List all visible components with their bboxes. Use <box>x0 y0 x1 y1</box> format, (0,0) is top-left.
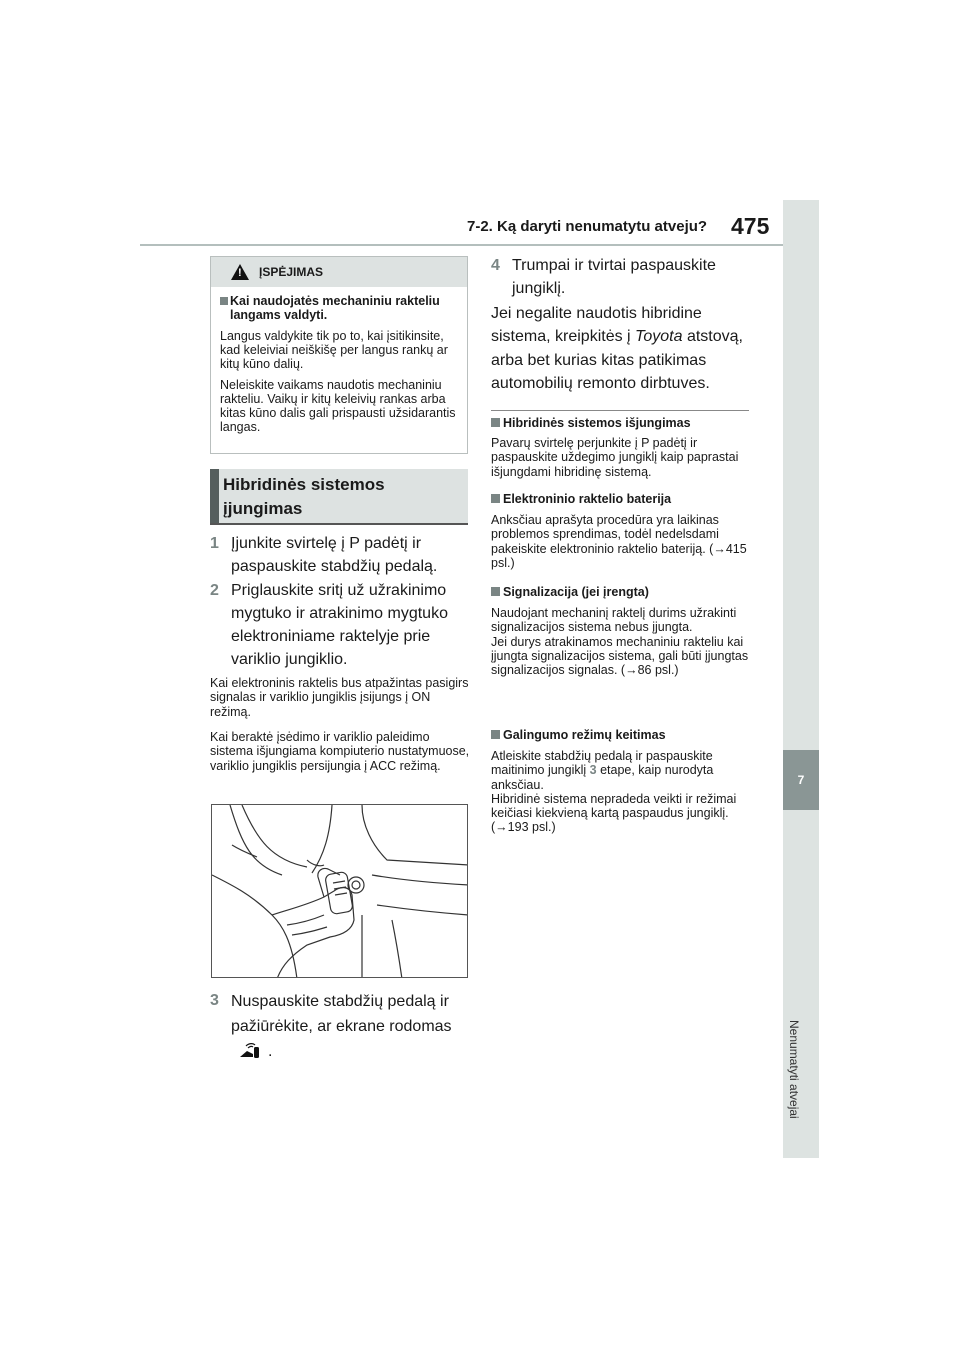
note-text: Kai elektroninis raktelis bus atpažintas pasigirs signalas ir variklio jungiklis įsijungs į ON režimą. <box>210 676 469 719</box>
assistance-text-before: Jei negalite naudotis hibridine sistema, kreipkitės į <box>491 305 702 346</box>
warning-paragraph: Neleiskite vaikams naudotis mechaniniu rakteliu. Vaikų ir kitų keleivių rankas arba kitas kūno dalis gali prispausti užsidarantis langas. <box>220 377 456 435</box>
section-accent-bar <box>210 469 219 523</box>
info-heading: Signalizacija (jei įrengta) <box>491 585 649 599</box>
chapter-label: Nenumatyti atvejai <box>787 1020 801 1119</box>
info-text: Naudojant mechaninį raktelį durims užrakinti signalizacijos sistema nebus įjungta. Jei durys atrakinamos mechaniniu rakteliu kai įjungta signalizacijos sistema, gali būti įjungtas signalizacijos signalas. (→86 psl.) <box>491 606 749 678</box>
info-text-before: Atleiskite stabdžių pedalą ir paspauskite maitinimo jungiklį <box>491 749 713 778</box>
key-indicator-icon <box>239 1043 263 1061</box>
section-heading-box <box>210 469 468 525</box>
info-heading: Hibridinės sistemos išjungimas <box>491 416 691 430</box>
warning-title: ĮSPĖJIMAS <box>259 265 324 279</box>
step-text: Priglauskite sritį už užrakinimo mygtuko ir atrakinimo mygtuko elektroniniame raktelyje prie variklio jungiklio. <box>231 582 448 668</box>
warning-triangle-icon <box>231 264 249 280</box>
step-item <box>210 989 470 1039</box>
step-number: 2 <box>210 582 219 599</box>
header-title: 7-2. Ką daryti nenumatytu atveju? <box>467 218 708 235</box>
assistance-text-after: atstovą, arba bet kurias kitas patikimas automobilių remonto dirbtuves. <box>491 328 743 392</box>
brand-name: Toyota <box>635 328 683 346</box>
step-text: Nuspauskite stabdžių pedalą ir pažiūrėkite, ar ekrane rodomas <box>231 993 452 1035</box>
info-text: Pavarų svirtelę perjunkite į P padėtį ir paspauskite uždegimo jungiklį kaip paprastai išjungdami hibridinę sistemą. <box>491 436 739 479</box>
assistance-paragraph <box>491 302 761 395</box>
warning-box <box>210 256 468 454</box>
step-reference: 3 <box>589 763 597 778</box>
info-heading: Galingumo režimų keitimas <box>491 728 666 742</box>
section-title: Hibridinės sistemos įjungimas <box>223 475 385 518</box>
info-text <box>491 749 761 835</box>
step-item <box>210 579 470 671</box>
info-text: Anksčiau aprašyta procedūra yra laikinas problemos sprendimas, todėl nedelsdami pakeiskite elektroninio raktelio bateriją. (→415 psl.) <box>491 513 747 570</box>
warning-header <box>211 257 467 287</box>
step-text: Įjunkite svirtelę į P padėtį ir paspauskite stabdžių pedalą. <box>231 535 438 575</box>
key-fob-to-switch-illustration <box>211 804 468 978</box>
note-text: Kai beraktė įsėdimo ir variklio paleidimo sistema išjungiama kompiuterio nustatymuose, variklio jungiklis persijungia į ACC režimą. <box>210 730 470 773</box>
step-item <box>210 532 470 578</box>
info-text-after: etape, kaip nurodyta anksčiau. Hibridinė sistema nepradeda veikti ir režimai keičiasi kiekvieną kartą paspaudus jungiklį. (→193 psl.) <box>491 763 737 835</box>
chapter-number: 7 <box>783 750 819 810</box>
step-text: Trumpai ir tvirtai paspauskite jungiklį. <box>512 257 716 297</box>
step3-suffix: . <box>268 1043 273 1060</box>
step-number: 4 <box>491 257 500 274</box>
warning-heading: Kai naudojatės mechaniniu rakteliu langams valdyti. <box>220 294 457 322</box>
step-number: 3 <box>210 992 219 1009</box>
page-number: 475 <box>731 213 770 239</box>
chapter-label-container <box>786 1020 816 1160</box>
warning-paragraph: Langus valdykite tik po to, kai įsitikinsite, kad keleiviai neiškišę per langus rankų ar kitų kūno dalių. <box>220 329 448 372</box>
header-divider <box>140 244 783 246</box>
step-number: 1 <box>210 535 219 552</box>
info-heading: Elektroninio raktelio baterija <box>491 492 671 506</box>
side-tab <box>783 200 819 1158</box>
warning-body <box>211 287 467 434</box>
right-divider <box>491 410 749 411</box>
step-item <box>491 254 761 300</box>
